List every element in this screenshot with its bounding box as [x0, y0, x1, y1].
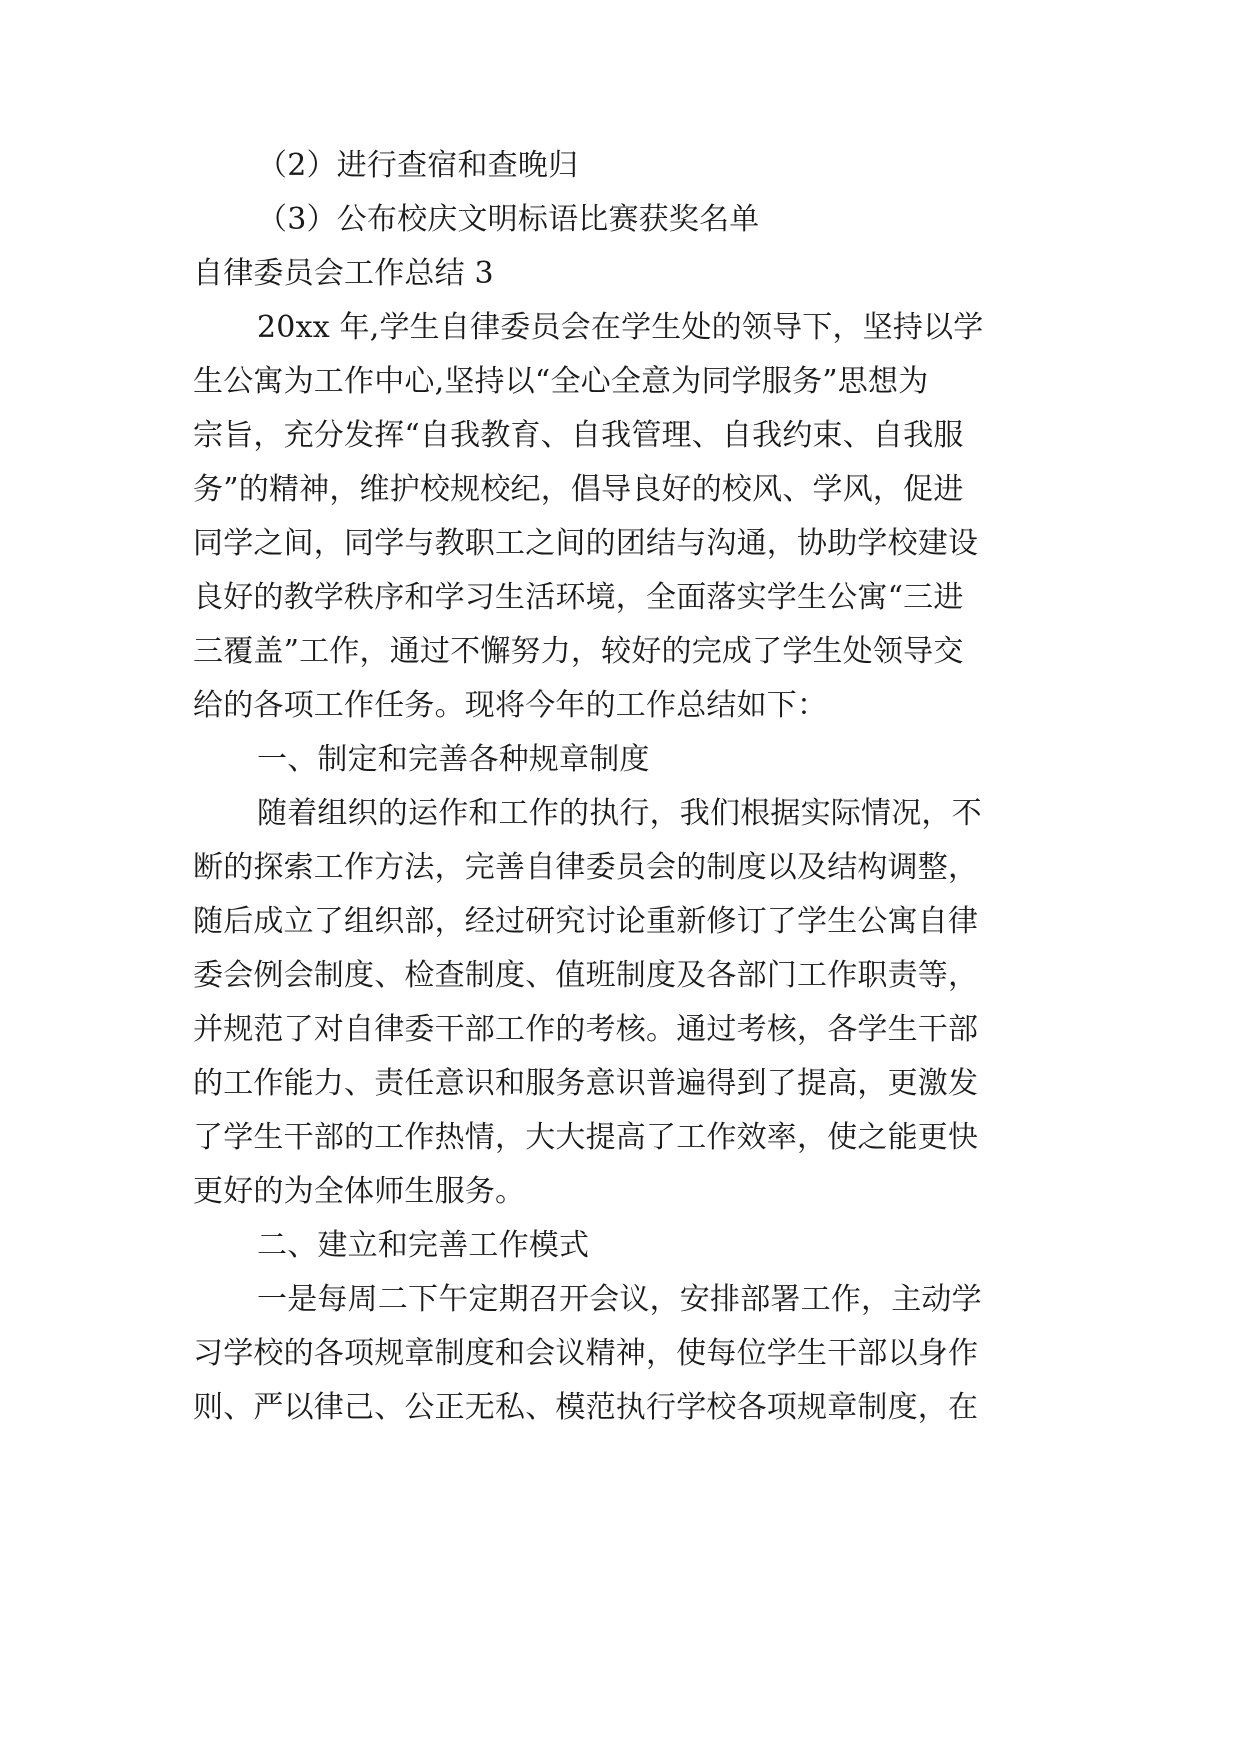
paragraph-line: 断的探索工作方法，完善自律委员会的制度以及结构调整，: [193, 850, 979, 885]
paragraph-line: 一是每周二下午定期召开会议，安排部署工作，主动学: [257, 1282, 982, 1317]
paragraph-line: 随后成立了组织部，经过研究讨论重新修订了学生公寓自律: [193, 904, 979, 939]
section-heading: 二、建立和完善工作模式: [257, 1228, 590, 1263]
paragraph-line: 务”的精神，维护校规校纪，倡导良好的校风、学风，促进: [193, 472, 964, 507]
paragraph-line: 同学之间，同学与教职工之间的团结与沟通，协助学校建设: [193, 526, 979, 561]
paragraph-line: 20xx 年,学生自律委员会在学生处的领导下，坚持以学: [257, 310, 984, 345]
paragraph-line: 良好的教学秩序和学习生活环境，全面落实学生公寓“三进: [193, 580, 964, 615]
paragraph-line: 了学生干部的工作热情，大大提高了工作效率，使之能更快: [193, 1120, 979, 1155]
paragraph-line: 宗旨，充分发挥“自我教育、自我管理、自我约束、自我服: [193, 418, 964, 453]
section-title: 自律委员会工作总结 3: [193, 256, 494, 291]
section-heading: 一、制定和完善各种规章制度: [257, 742, 650, 777]
paragraph-line: 则、严以律己、公正无私、模范执行学校各项规章制度，在: [193, 1390, 979, 1425]
paragraph-line: 给的各项工作任务。现将今年的工作总结如下：: [193, 688, 828, 723]
paragraph-line: 的工作能力、责任意识和服务意识普遍得到了提高，更激发: [193, 1066, 979, 1101]
paragraph-line: 更好的为全体师生服务。: [193, 1174, 526, 1209]
paragraph-line: 生公寓为工作中心,坚持以“全心全意为同学服务”思想为: [193, 364, 929, 399]
paragraph-line: 委会例会制度、检查制度、值班制度及各部门工作职责等，: [193, 958, 979, 993]
paragraph-line: 随着组织的运作和工作的执行，我们根据实际情况，不: [257, 796, 982, 831]
paragraph-line: 三覆盖”工作，通过不懈努力，较好的完成了学生处领导交: [193, 634, 964, 669]
list-item: （3）公布校庆文明标语比赛获奖名单: [257, 202, 760, 237]
list-item: （2）进行查宿和查晚归: [257, 148, 579, 183]
paragraph-line: 并规范了对自律委干部工作的考核。通过考核，各学生干部: [193, 1012, 979, 1047]
paragraph-line: 习学校的各项规章制度和会议精神，使每位学生干部以身作: [193, 1336, 979, 1371]
